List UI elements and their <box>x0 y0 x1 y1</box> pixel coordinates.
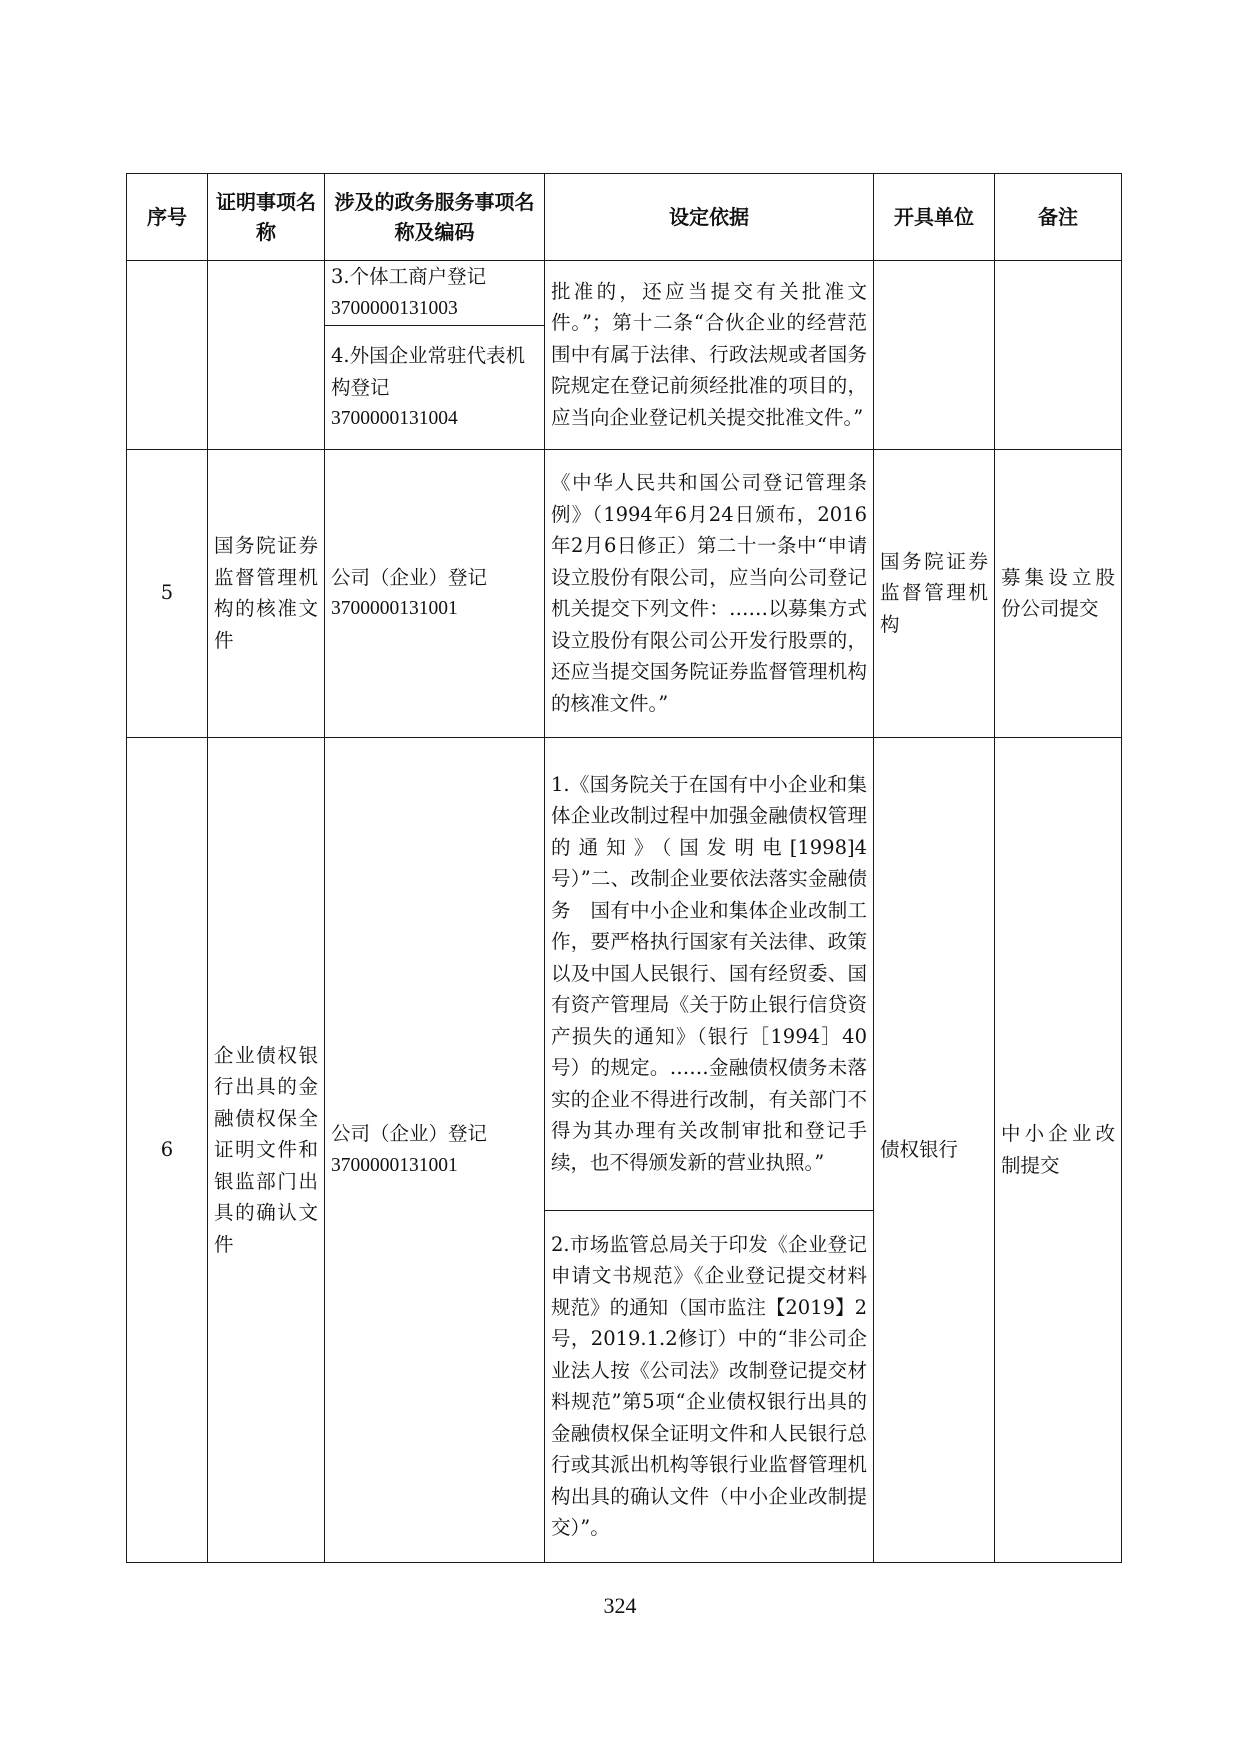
row6-remark: 中小企业改制提交 <box>995 737 1122 1562</box>
header-basis: 设定依据 <box>545 174 874 261</box>
cont-remark-cell <box>995 260 1122 449</box>
row6-seq: 6 <box>127 737 208 1562</box>
service-name: 公司（企业）登记 <box>331 1122 488 1146</box>
table-row <box>127 737 1122 1210</box>
cont-basis-cell: 批准的，还应当提交有关批准文件。”；第十二条“合伙企业的经营范围中有属于法律、行政法规或者国务院规定在登记前须经批准的项目的，应当向企业登记机关提交批准文件。” <box>545 260 874 449</box>
row6-basis-1: 1.《国务院关于在国有中小企业和集体企业改制过程中加强金融债权管理的通知》（国发明电[1998]4号）”二、改制企业要依法落实金融债务 国有中小企业和集体企业改制工作，要严格执行国家有关法律、政策以及中国人民银行、国有经贸委、国有资产管理局《关于防止银行信贷资产损失的通知》（银行［1994］40号）的规定。……金融债权债务未落实的企业不得进行改制，有关部门不得为其办理有关改制审批和登记手续，也不得颁发新的营业执照。” <box>545 737 874 1210</box>
row5-seq: 5 <box>127 449 208 737</box>
service-code: 3700000131003 <box>331 297 458 319</box>
table-row <box>127 260 1122 325</box>
row5-basis: 《中华人民共和国公司登记管理条例》（1994年6月24日颁布，2016年2月6日修正）第二十一条中“申请设立股份有限公司，应当向公司登记机关提交下列文件：……以募集方式设立股份有限公司公开发行股票的，还应当提交国务院证券监督管理机构的核准文件。” <box>545 449 874 737</box>
cont-issuer-cell <box>874 260 995 449</box>
header-service: 涉及的政务服务事项名称及编码 <box>325 174 545 261</box>
row5-remark: 募集设立股份公司提交 <box>995 449 1122 737</box>
row6-basis-2: 2.市场监管总局关于印发《企业登记申请文书规范》《企业登记提交材料规范》的通知（国市监注【2019】2号，2019.1.2修订）中的“非公司企业法人按《公司法》改制登记提交材料规范”第5项“企业债权银行出具的金融债权保全证明文件和人民银行总行或其派出机构等银行业监督管理机构出具的确认文件（中小企业改制提交）”。 <box>545 1210 874 1562</box>
header-proof-name: 证明事项名称 <box>208 174 325 261</box>
service-code: 3700000131004 <box>331 408 458 430</box>
page-number: 324 <box>603 1593 637 1618</box>
row5-proof-name: 国务院证券监督管理机构的核准文件 <box>208 449 325 737</box>
header-seq: 序号 <box>127 174 208 261</box>
cont-seq-cell <box>127 260 208 449</box>
cont-proof-cell <box>208 260 325 449</box>
header-row <box>127 174 1122 261</box>
header-issuer: 开具单位 <box>874 174 995 261</box>
header-remark: 备注 <box>995 174 1122 261</box>
row6-proof-name: 企业债权银行出具的金融债权保全证明文件和银监部门出具的确认文件 <box>208 737 325 1562</box>
service-code: 3700000131001 <box>331 598 458 620</box>
row6-service-cell <box>325 737 545 1562</box>
row6-issuer: 债权银行 <box>874 737 995 1562</box>
service-code: 3700000131001 <box>331 1154 458 1176</box>
cont-service-b-cell <box>325 325 545 449</box>
row5-issuer: 国务院证券监督管理机构 <box>874 449 995 737</box>
service-name: 3.个体工商户登记 <box>331 265 487 289</box>
row5-service-cell <box>325 449 545 737</box>
service-name: 4.外国企业常驻代表机构登记 <box>331 344 526 399</box>
service-name: 公司（企业）登记 <box>331 565 488 589</box>
cont-service-a-cell <box>325 260 545 325</box>
table-row <box>127 449 1122 737</box>
proof-items-table <box>126 173 1122 1563</box>
